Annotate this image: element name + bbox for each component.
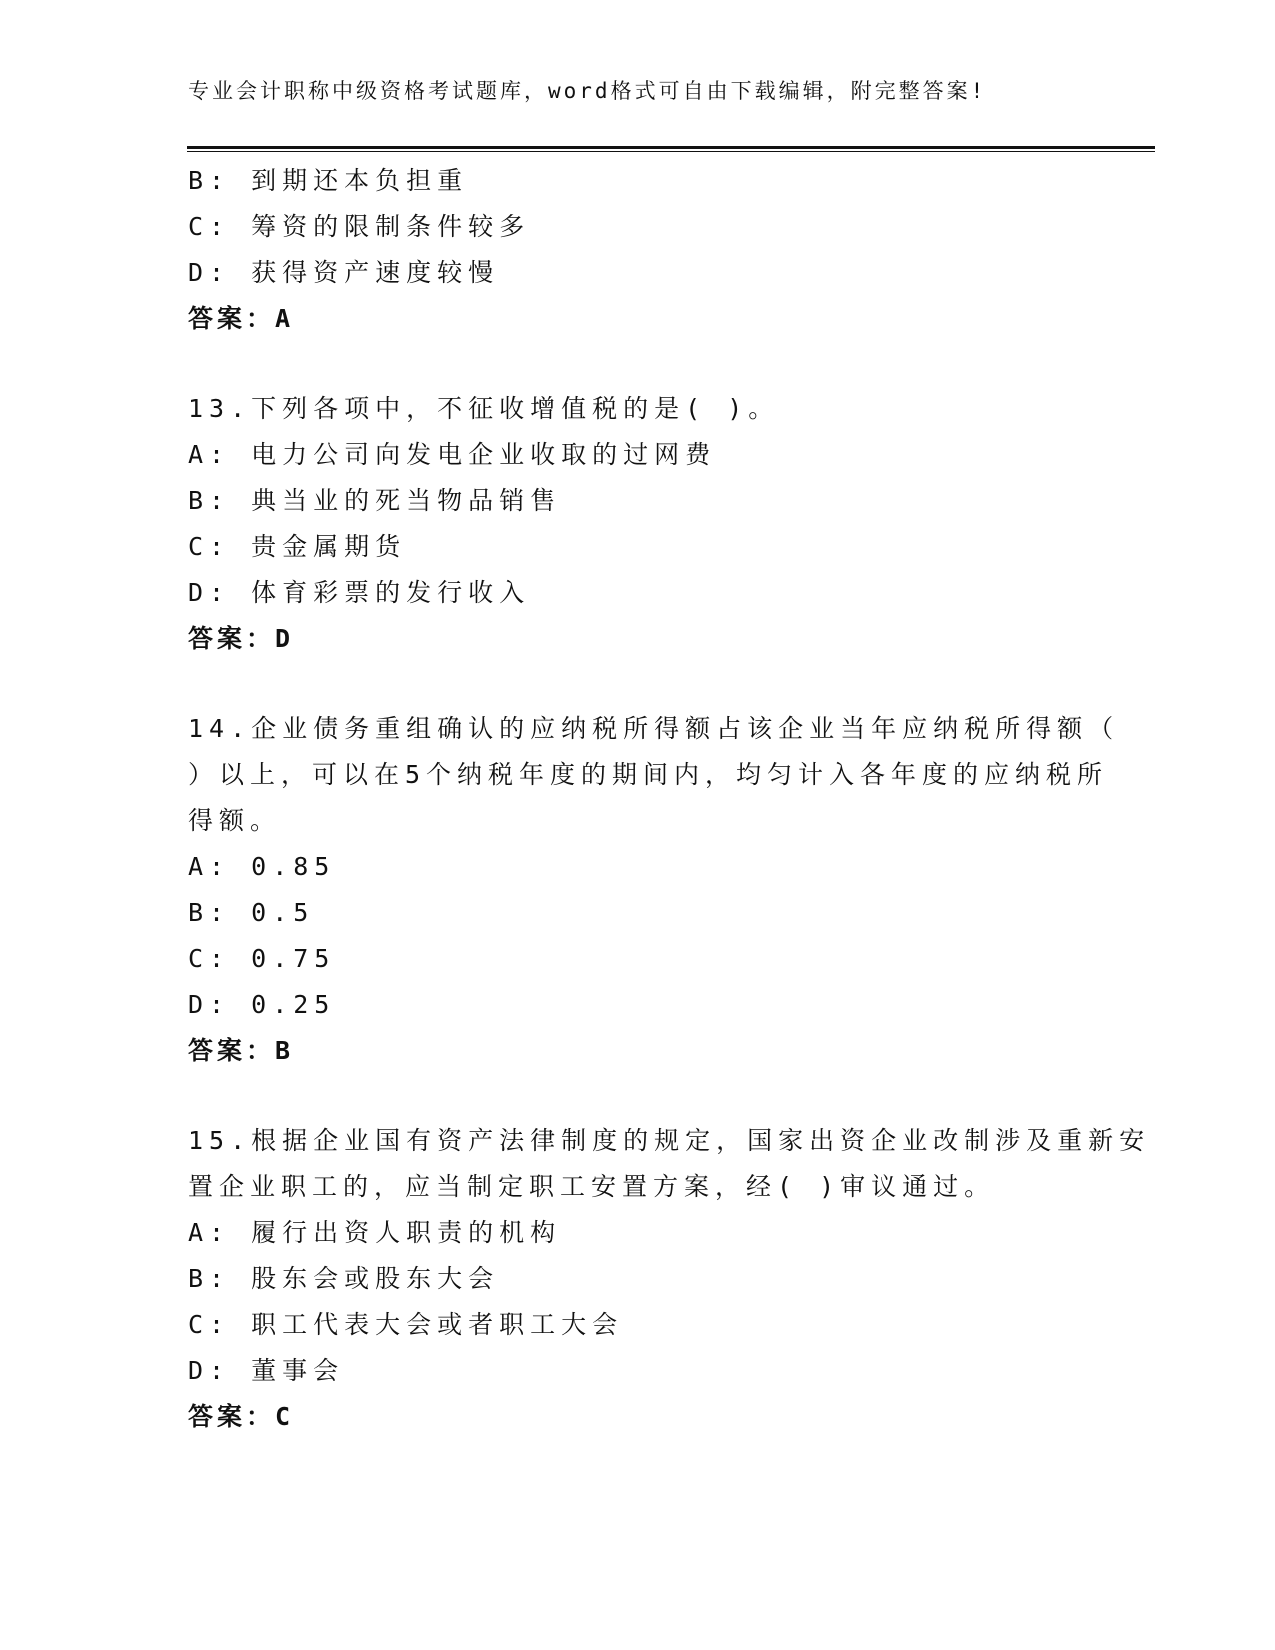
question-13	[188, 386, 1088, 662]
answer-label: 答案：	[188, 1036, 276, 1065]
option-d: D: 体育彩票的发行收入	[188, 578, 531, 607]
answer-label: 答案：	[188, 304, 276, 333]
question-text: 15.根据企业国有资产法律制度的规定，国家出资企业改制涉及重新安	[188, 1126, 1151, 1155]
question-12	[188, 158, 1088, 342]
option-d: D: 获得资产速度较慢	[188, 258, 500, 287]
option-c: C: 贵金属期货	[188, 532, 407, 561]
question-text: 得额。	[188, 806, 282, 835]
option-b: B: 到期还本负担重	[188, 166, 469, 195]
question-15	[188, 1118, 1151, 1440]
page-header: 专业会计职称中级资格考试题库，word格式可自由下载编辑，附完整答案!	[188, 79, 987, 103]
answer-label: 答案：	[188, 1402, 276, 1431]
option-c: C: 0.75	[188, 944, 336, 973]
option-d: D: 0.25	[188, 990, 336, 1019]
option-c: C: 筹资的限制条件较多	[188, 212, 531, 241]
option-a: A: 履行出资人职责的机构	[188, 1218, 562, 1247]
header-rule-thick	[187, 146, 1155, 149]
option-d: D: 董事会	[188, 1356, 345, 1385]
answer	[188, 616, 1088, 662]
question-text: 14.企业债务重组确认的应纳税所得额占该企业当年应纳税所得额（	[188, 714, 1120, 743]
question-text: 13.下列各项中，不征收增值税的是( )。	[188, 394, 780, 423]
question-list	[188, 158, 1151, 1440]
answer-value: A	[275, 304, 291, 333]
question-text: ）以上，可以在5个纳税年度的期间内，均匀计入各年度的应纳税所	[188, 760, 1109, 789]
answer-value: D	[275, 624, 291, 653]
answer-value: C	[275, 1402, 291, 1431]
option-a: A: 0.85	[188, 852, 336, 881]
answer-value: B	[275, 1036, 291, 1065]
option-b: B: 股东会或股东大会	[188, 1264, 500, 1293]
option-b: B: 0.5	[188, 898, 315, 927]
question-text: 置企业职工的，应当制定职工安置方案，经( )审议通过。	[188, 1172, 996, 1201]
answer	[188, 1028, 1088, 1074]
option-a: A: 电力公司向发电企业收取的过网费	[188, 440, 717, 469]
answer	[188, 296, 1088, 342]
answer	[188, 1394, 1088, 1440]
option-b: B: 典当业的死当物品销售	[188, 486, 562, 515]
option-c: C: 职工代表大会或者职工大会	[188, 1310, 624, 1339]
header-rule-thin	[187, 151, 1155, 152]
question-14	[188, 706, 1120, 1074]
answer-label: 答案：	[188, 624, 276, 653]
